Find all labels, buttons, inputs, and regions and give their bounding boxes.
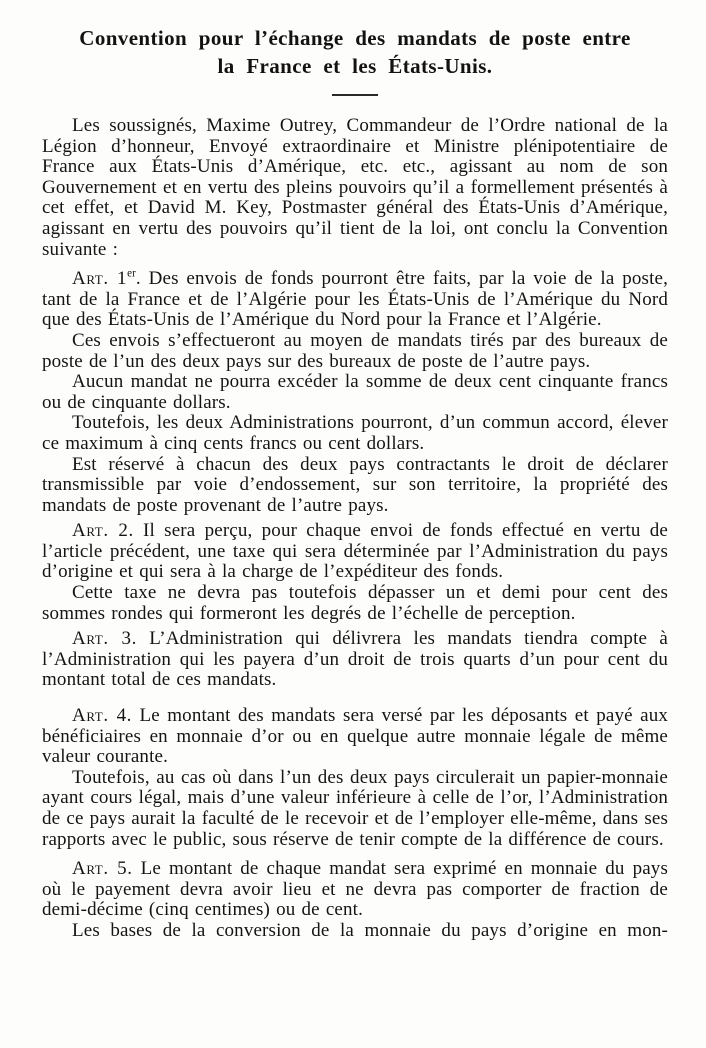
body-paragraph: Cette taxe ne devra pas toutefois dépasser un et demi pour cent des sommes rondes qui formeront les degrés de l’échelle de perception. bbox=[42, 582, 668, 624]
article-text: Il sera perçu, pour chaque envoi de fonds effectué en vertu de l’article précédent, une taxe qui sera déterminée par l’Administration du pays d’origine et qui sera à la charge de l’expéditeur des fonds. bbox=[42, 520, 668, 583]
body-paragraph: Toutefois, les deux Administrations pourront, d’un commun accord, élever ce maximum à cinq cents francs ou cent dollars. bbox=[42, 412, 668, 454]
body-paragraph: Les bases de la conversion de la monnaie du pays d’origine en mon- bbox=[72, 919, 668, 941]
article-label: Art. 2. bbox=[72, 520, 134, 542]
article-text: Le montant de chaque mandat sera exprimé en monnaie du pays où le payement devra avoir lieu et ne devra pas comporter de fraction de demi-décime (cinq centimes) ou de cent. bbox=[42, 858, 669, 921]
article-label: Art. 3. bbox=[72, 628, 137, 650]
article-text: . Des envois de fonds pourront être faits, par la voie de la poste, tant de la France et de l’Algérie pour les États-Unis de l’Amérique du Nord que des États-Unis de l’Amérique du Nord pour la France et l’Algérie. bbox=[42, 268, 669, 331]
article-text: L’Administration qui délivrera les mandats tiendra compte à l’Administration qui les payera d’un droit de trois quarts d’un pour cent du montant total de ces mandats. bbox=[42, 628, 669, 691]
body-paragraph: Aucun mandat ne pourra excéder la somme de deux cent cinquante francs ou de cinquante dollars. bbox=[42, 371, 668, 413]
title-separator-rule bbox=[332, 94, 378, 96]
article-4-paragraph bbox=[42, 706, 668, 768]
article-2-paragraph bbox=[42, 521, 668, 583]
article-label: Art. 5. bbox=[72, 858, 133, 880]
body-paragraph: Toutefois, au cas où dans l’un des deux pays circulerait un papier-monnaie ayant cours légal, mais d’une valeur inférieure à celle de l’or, l’Administration de ce pays aurait la faculté de le recevoir et de l’employer elle-même, dans ses rapports avec le public, sous réserve de tenir compte de la différence de cours. bbox=[42, 766, 668, 850]
document-body bbox=[42, 116, 668, 942]
article-label: Art. 1 bbox=[72, 268, 128, 290]
page-title bbox=[42, 24, 668, 80]
article-label: Art. 4. bbox=[72, 705, 133, 727]
article-number-superscript: er bbox=[127, 267, 136, 280]
body-paragraph: Est réservé à chacun des deux pays contractants le droit de déclarer transmissible par voie d’endossement, sur son territoire, la propriété des mandats de poste provenant de l’autre pays. bbox=[42, 453, 668, 516]
body-paragraph: Ces envois s’effectueront au moyen de mandats tirés par des bureaux de poste de l’un des deux pays sur des bureaux de poste de l’autre pays. bbox=[42, 329, 668, 372]
intro-paragraph: Les soussignés, Maxime Outrey, Commandeur de l’Ordre national de la Légion d’honneur, Envoyé extraordinaire et Ministre plénipotentiaire de France aux États-Unis d’Amérique, etc. etc., agissant au nom de son Gouvernement et en vertu des pleins pouvoirs qu’il a formellement présentés à cet effet, et David M. Key, Postmaster général des États-Unis d’Amérique, agissant en vertu des pouvoirs qu’il tient de la loi, ont conclu la Convention suivante : bbox=[42, 115, 668, 260]
article-text: Le montant des mandats sera versé par les déposants et payé aux bénéficiaires en monnaie d’or ou en quelque autre monnaie légale de même valeur courante. bbox=[42, 705, 668, 768]
title-line-2: la France et les États-Unis. bbox=[217, 54, 493, 78]
article-1-paragraph bbox=[42, 269, 668, 331]
article-3-paragraph bbox=[42, 629, 668, 691]
title-line-1: Convention pour l’échange des mandats de poste entre bbox=[79, 26, 631, 50]
article-5-paragraph bbox=[42, 859, 668, 921]
